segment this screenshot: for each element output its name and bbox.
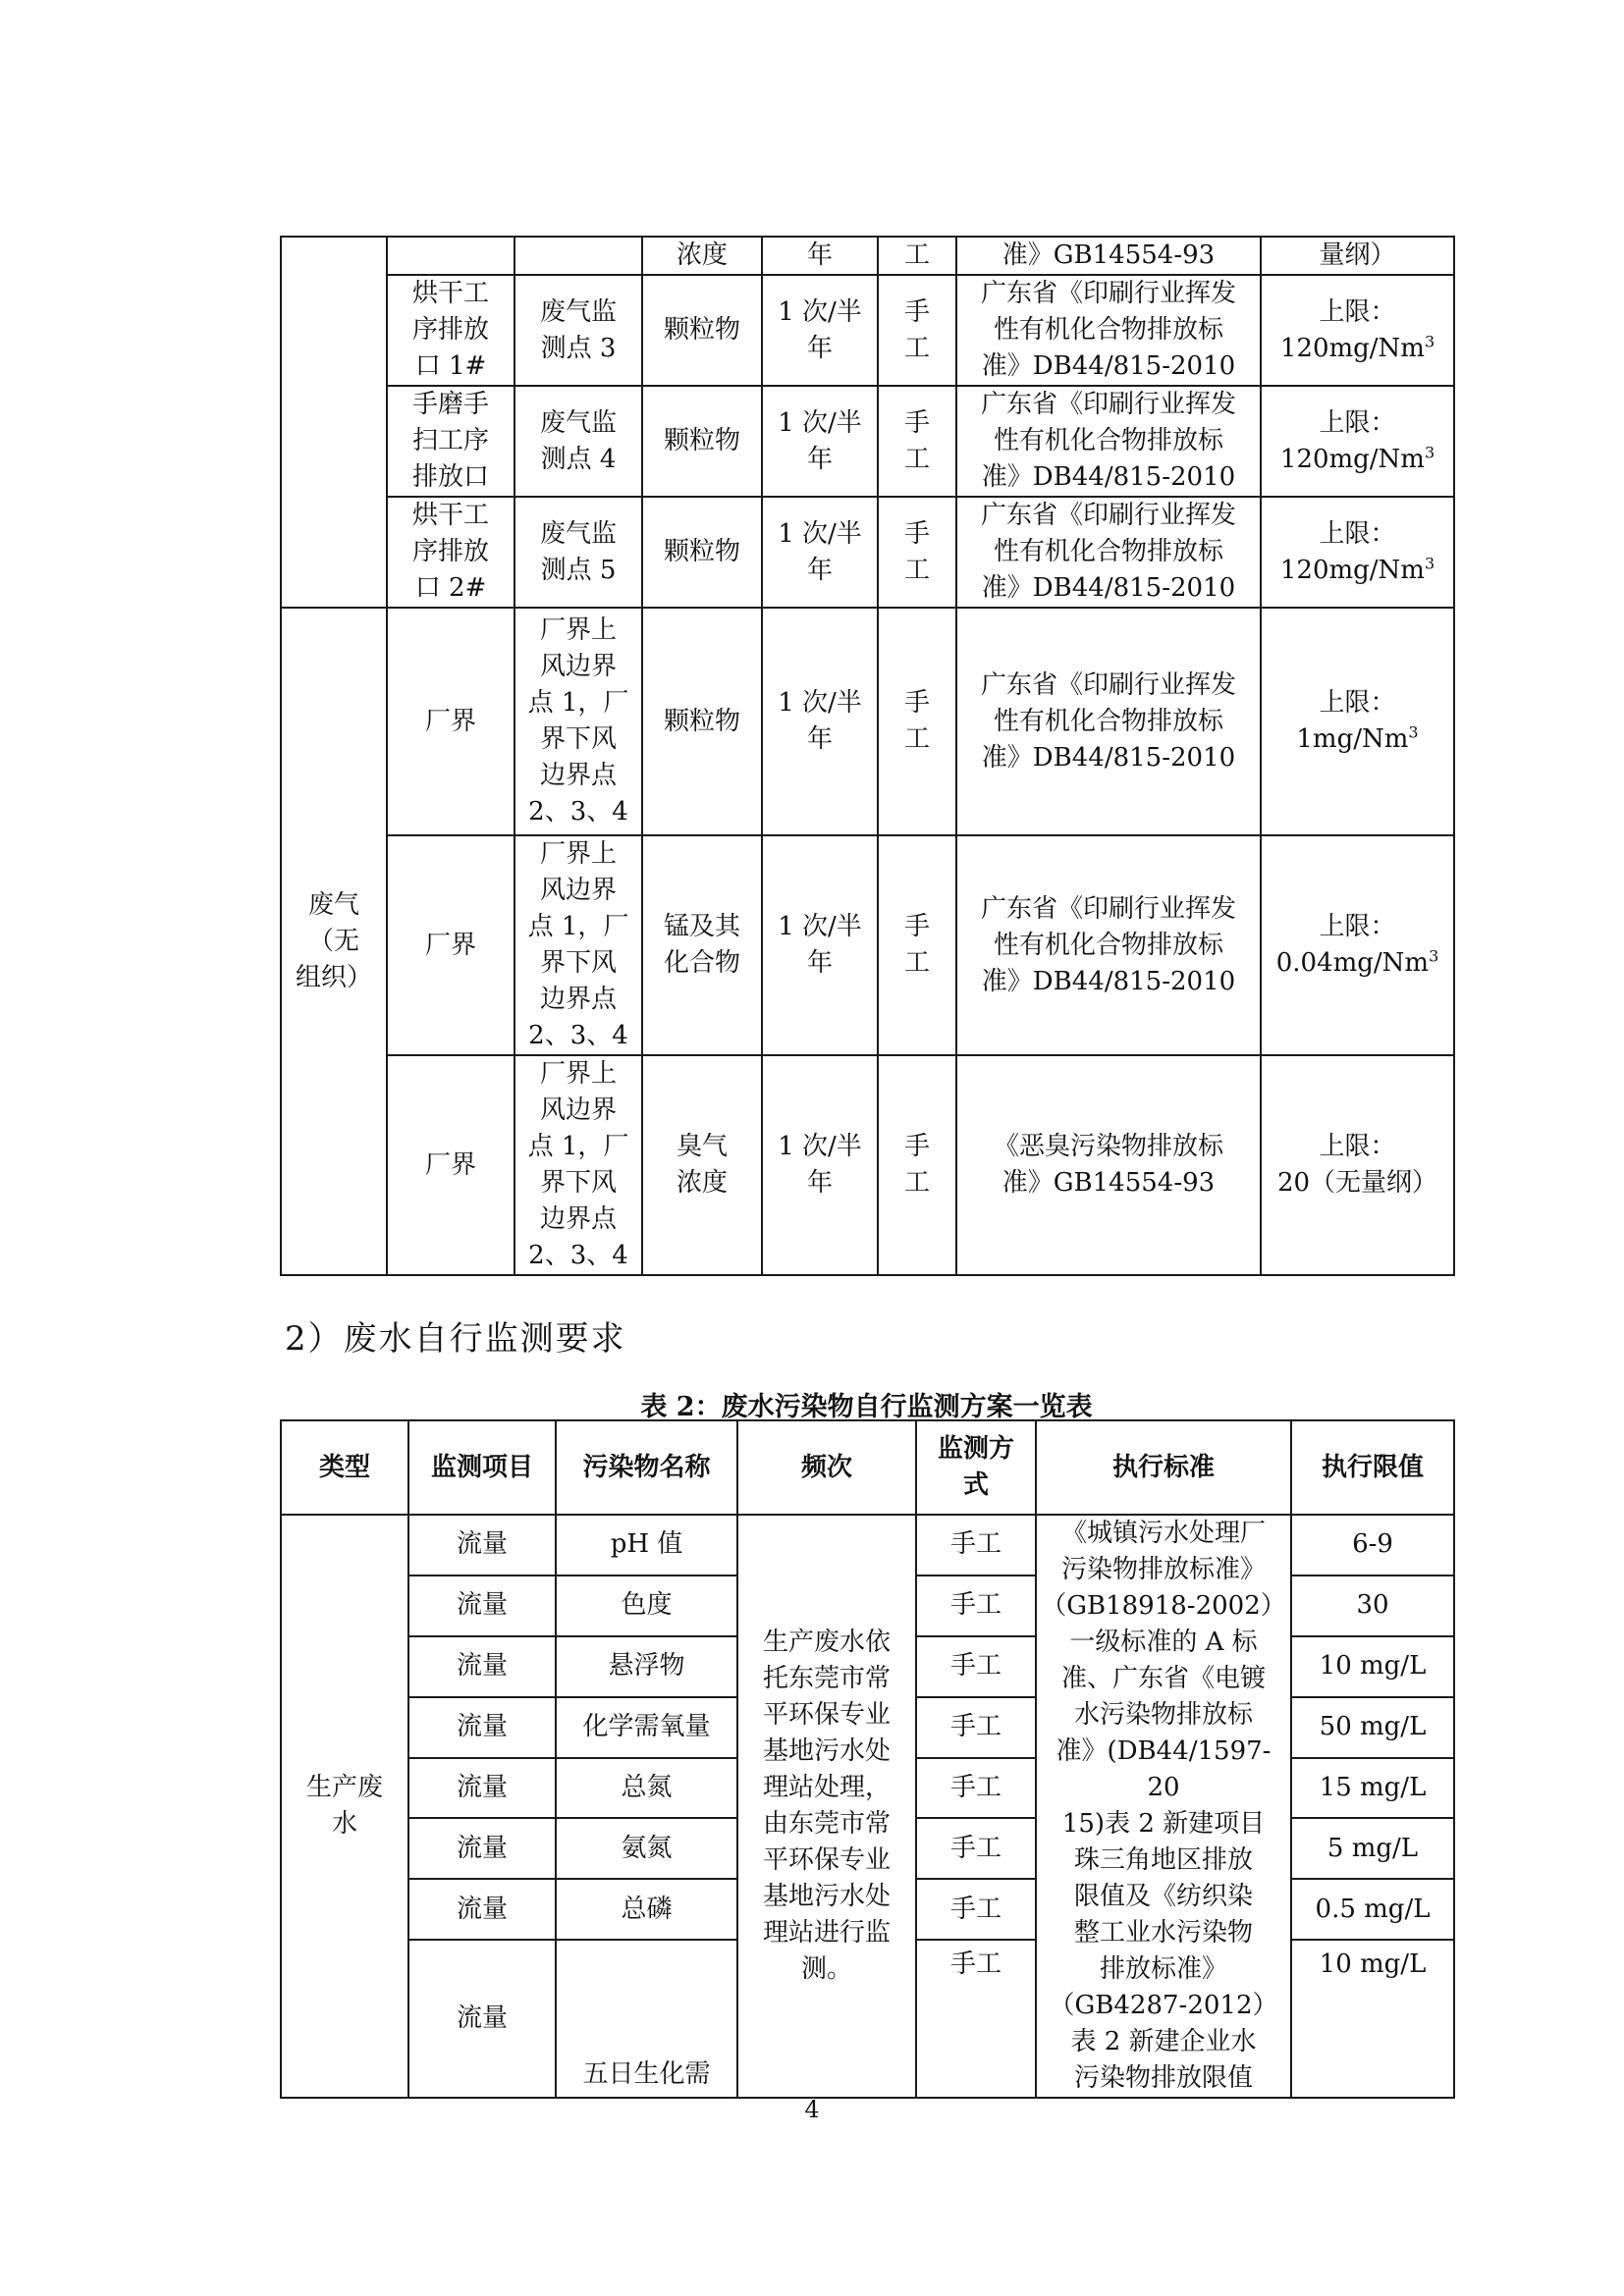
limit-cell: 15 mg/L bbox=[1291, 1758, 1454, 1819]
frequency-cell: 1 次/半 年 bbox=[762, 275, 878, 386]
point-cell: 厂界上 风边界 点 1，厂 界下风 边界点 2、3、4 bbox=[514, 608, 642, 835]
limit-cell: 上限： 120mg/Nm$^3$ bbox=[1261, 386, 1454, 497]
item-cell: 流量 bbox=[408, 1879, 556, 1940]
pollutant-cell: 臭气 浓度 bbox=[642, 1055, 762, 1275]
point-cell: 厂界上 风边界 点 1，厂 界下风 边界点 2、3、4 bbox=[514, 835, 642, 1055]
limit-cell: 30 bbox=[1291, 1575, 1454, 1636]
pollutant-cell: 总磷 bbox=[556, 1879, 737, 1940]
table-row bbox=[281, 275, 1454, 386]
method-cell: 手工 bbox=[916, 1758, 1036, 1819]
pollutant-cell: 浓度 bbox=[642, 237, 762, 275]
standard-cell: 广东省《印刷行业挥发 性有机化合物排放标 准》DB44/815-2010 bbox=[956, 386, 1261, 497]
location-cell: 厂界 bbox=[387, 1055, 514, 1275]
frequency-cell: 1 次/半 年 bbox=[762, 835, 878, 1055]
limit-cell: 50 mg/L bbox=[1291, 1697, 1454, 1758]
location-cell: 手磨手 扫工序 排放口 bbox=[387, 386, 514, 497]
pollutant-cell: 悬浮物 bbox=[556, 1636, 737, 1697]
location-cell: 烘干工 序排放 口 2# bbox=[387, 497, 514, 608]
location-cell: 厂界 bbox=[387, 835, 514, 1055]
method-cell: 手 工 bbox=[878, 497, 956, 608]
header-frequency: 频次 bbox=[737, 1420, 916, 1515]
method-cell: 手工 bbox=[916, 1697, 1036, 1758]
point-cell bbox=[514, 237, 642, 275]
location-cell: 烘干工 序排放 口 1# bbox=[387, 275, 514, 386]
type-cell: 生产废 水 bbox=[281, 1515, 408, 2098]
point-cell: 厂界上 风边界 点 1，厂 界下风 边界点 2、3、4 bbox=[514, 1055, 642, 1275]
table-row bbox=[281, 1515, 1454, 1575]
pollutant-cell: 总氮 bbox=[556, 1758, 737, 1819]
frequency-cell: 1 次/半 年 bbox=[762, 497, 878, 608]
pollutant-cell: 锰及其 化合物 bbox=[642, 835, 762, 1055]
wastewater-monitoring-table bbox=[280, 1419, 1455, 2099]
limit-cell: 上限： 120mg/Nm$^3$ bbox=[1261, 275, 1454, 386]
pollutant-cell: 颗粒物 bbox=[642, 275, 762, 386]
table-row bbox=[281, 1055, 1454, 1275]
standard-cell: 《恶臭污染物排放标 准》GB14554-93 bbox=[956, 1055, 1261, 1275]
item-cell: 流量 bbox=[408, 1758, 556, 1819]
type-cell-organized bbox=[281, 237, 387, 608]
item-cell: 流量 bbox=[408, 1818, 556, 1879]
header-limit: 执行限值 bbox=[1291, 1420, 1454, 1515]
method-cell: 手工 bbox=[916, 1940, 1036, 2098]
frequency-cell: 1 次/半 年 bbox=[762, 386, 878, 497]
method-cell: 手工 bbox=[916, 1879, 1036, 1940]
location-cell: 厂界 bbox=[387, 608, 514, 835]
table-row bbox=[281, 386, 1454, 497]
pollutant-cell: 颗粒物 bbox=[642, 608, 762, 835]
table-row bbox=[281, 608, 1454, 835]
method-cell: 工 bbox=[878, 237, 956, 275]
standard-cell: 广东省《印刷行业挥发 性有机化合物排放标 准》DB44/815-2010 bbox=[956, 608, 1261, 835]
table-caption: 表 2：废水污染物自行监测方案一览表 bbox=[640, 1392, 1093, 1422]
standard-cell: 《城镇污水处理厂 污染物排放标准》 （GB18918-2002） 一级标准的 A 标 准、广东省《电镀 水污染物排放标 准》(DB44/1597-20 15)表 2 新建项目 珠三角地区排放 限值及《纺织染 整工业水污染物 排放标准》 （GB4287-2012） 表 2 新建企业水 污染物排放限值 bbox=[1036, 1515, 1291, 2098]
limit-cell: 10 mg/L bbox=[1291, 1636, 1454, 1697]
type-cell-unorganized: 废气 （无 组织） bbox=[281, 608, 387, 1275]
header-pollutant: 污染物名称 bbox=[556, 1420, 737, 1515]
pollutant-cell: 色度 bbox=[556, 1575, 737, 1636]
frequency-cell: 1 次/半 年 bbox=[762, 1055, 878, 1275]
method-cell: 手 工 bbox=[878, 386, 956, 497]
table-row bbox=[281, 237, 1454, 275]
item-cell: 流量 bbox=[408, 1575, 556, 1636]
location-cell bbox=[387, 237, 514, 275]
standard-cell: 广东省《印刷行业挥发 性有机化合物排放标 准》DB44/815-2010 bbox=[956, 275, 1261, 386]
limit-cell: 5 mg/L bbox=[1291, 1818, 1454, 1879]
section-heading: 2）废水自行监测要求 bbox=[285, 1319, 626, 1359]
page-number: 4 bbox=[804, 2096, 820, 2123]
air-monitoring-table bbox=[280, 236, 1455, 1276]
frequency-cell: 生产废水依 托东莞市常 平环保专业 基地污水处 理站处理， 由东莞市常 平环保专业 基地污水处 理站进行监 测。 bbox=[737, 1515, 916, 2098]
table-row bbox=[281, 835, 1454, 1055]
frequency-cell: 年 bbox=[762, 237, 878, 275]
limit-cell: 量纲） bbox=[1261, 237, 1454, 275]
limit-cell: 10 mg/L bbox=[1291, 1940, 1454, 2098]
limit-cell: 上限： 0.04mg/Nm$^3$ bbox=[1261, 835, 1454, 1055]
limit-cell: 上限： 20（无量纲） bbox=[1261, 1055, 1454, 1275]
limit-cell: 上限： 1mg/Nm$^3$ bbox=[1261, 608, 1454, 835]
header-method: 监测方 式 bbox=[916, 1420, 1036, 1515]
item-cell: 流量 bbox=[408, 1940, 556, 2098]
pollutant-cell: 颗粒物 bbox=[642, 386, 762, 497]
method-cell: 手 工 bbox=[878, 1055, 956, 1275]
limit-cell: 0.5 mg/L bbox=[1291, 1879, 1454, 1940]
item-cell: 流量 bbox=[408, 1515, 556, 1575]
method-cell: 手 工 bbox=[878, 835, 956, 1055]
header-item: 监测项目 bbox=[408, 1420, 556, 1515]
table-header-row bbox=[281, 1420, 1454, 1515]
table-row bbox=[281, 497, 1454, 608]
header-type: 类型 bbox=[281, 1420, 408, 1515]
limit-cell: 6-9 bbox=[1291, 1515, 1454, 1575]
method-cell: 手工 bbox=[916, 1636, 1036, 1697]
method-cell: 手工 bbox=[916, 1575, 1036, 1636]
limit-cell: 上限： 120mg/Nm$^3$ bbox=[1261, 497, 1454, 608]
point-cell: 废气监 测点 4 bbox=[514, 386, 642, 497]
point-cell: 废气监 测点 5 bbox=[514, 497, 642, 608]
frequency-cell: 1 次/半 年 bbox=[762, 608, 878, 835]
method-cell: 手 工 bbox=[878, 608, 956, 835]
standard-cell: 广东省《印刷行业挥发 性有机化合物排放标 准》DB44/815-2010 bbox=[956, 835, 1261, 1055]
standard-cell: 准》GB14554-93 bbox=[956, 237, 1261, 275]
point-cell: 废气监 测点 3 bbox=[514, 275, 642, 386]
item-cell: 流量 bbox=[408, 1697, 556, 1758]
pollutant-cell: 化学需氧量 bbox=[556, 1697, 737, 1758]
pollutant-cell: 颗粒物 bbox=[642, 497, 762, 608]
standard-cell: 广东省《印刷行业挥发 性有机化合物排放标 准》DB44/815-2010 bbox=[956, 497, 1261, 608]
method-cell: 手工 bbox=[916, 1818, 1036, 1879]
pollutant-cell: 五日生化需 bbox=[556, 1940, 737, 2098]
method-cell: 手工 bbox=[916, 1515, 1036, 1575]
pollutant-cell: 氨氮 bbox=[556, 1818, 737, 1879]
item-cell: 流量 bbox=[408, 1636, 556, 1697]
method-cell: 手 工 bbox=[878, 275, 956, 386]
header-standard: 执行标准 bbox=[1036, 1420, 1291, 1515]
pollutant-cell: pH 值 bbox=[556, 1515, 737, 1575]
